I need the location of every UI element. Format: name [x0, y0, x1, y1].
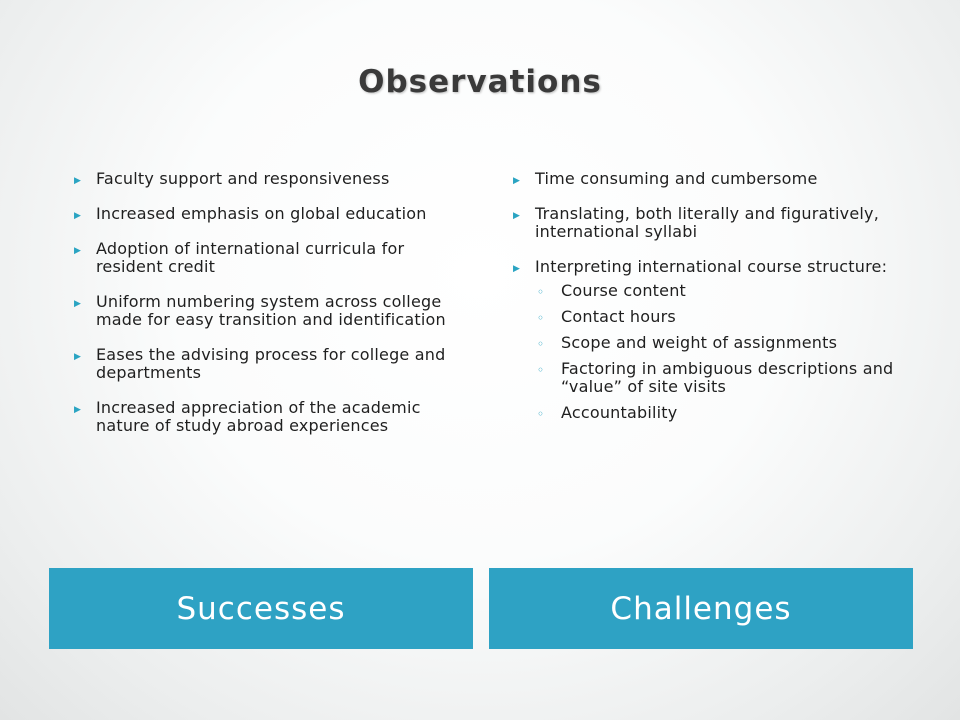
list-item-text: Adoption of international curricula for resident credit	[96, 239, 405, 276]
list-item-text: Increased emphasis on global education	[96, 204, 427, 223]
list-item-text: Interpreting international course structure:	[535, 257, 888, 276]
triangle-right-icon: ▶	[513, 176, 521, 186]
sub-list-item	[535, 308, 898, 326]
ring-icon: ◦	[537, 407, 545, 421]
list-item-text: Eases the advising process for college and departments	[96, 345, 446, 382]
sub-list-item	[535, 404, 898, 422]
list-item	[513, 170, 898, 188]
sub-list-item-text: Scope and weight of assignments	[561, 333, 838, 352]
triangle-right-icon: ▶	[74, 246, 82, 256]
triangle-right-icon: ▶	[74, 211, 82, 221]
successes-list-column	[74, 170, 464, 452]
triangle-right-icon: ▶	[74, 176, 82, 186]
list-item	[513, 258, 898, 422]
sub-list-item-text: Course content	[561, 281, 687, 300]
sub-list	[535, 282, 898, 422]
ring-icon: ◦	[537, 337, 545, 351]
challenges-list-column	[513, 170, 898, 439]
triangle-right-icon: ▶	[74, 299, 82, 309]
list-item	[513, 205, 898, 241]
sub-list-item-text: Accountability	[561, 403, 678, 422]
successes-header-box	[49, 568, 473, 649]
slide-title: Observations	[358, 64, 602, 100]
list-item	[74, 293, 464, 329]
list-item-text: Time consuming and cumbersome	[535, 169, 818, 188]
triangle-right-icon: ▶	[513, 211, 521, 221]
list-item	[74, 346, 464, 382]
triangle-right-icon: ▶	[513, 264, 521, 274]
list-item-text: Uniform numbering system across college made for easy transition and identification	[96, 292, 446, 329]
list-item-text: Increased appreciation of the academic nature of study abroad experiences	[96, 398, 421, 435]
sub-list-item	[535, 360, 898, 396]
challenges-header-box	[489, 568, 913, 649]
list-item	[74, 205, 464, 223]
list-item	[74, 399, 464, 435]
sub-list-item-text: Contact hours	[561, 307, 676, 326]
list-item	[74, 240, 464, 276]
ring-icon: ◦	[537, 285, 545, 299]
list-item-text: Faculty support and responsiveness	[96, 169, 390, 188]
sub-list-item	[535, 334, 898, 352]
list-item-text: Translating, both literally and figuratively, international syllabi	[535, 204, 879, 241]
list-item	[74, 170, 464, 188]
sub-list-item-text: Factoring in ambiguous descriptions and “value” of site visits	[561, 359, 894, 396]
ring-icon: ◦	[537, 311, 545, 325]
triangle-right-icon: ▶	[74, 352, 82, 362]
challenges-list	[513, 170, 898, 422]
sub-list-item	[535, 282, 898, 300]
challenges-label: Challenges	[610, 590, 792, 627]
triangle-right-icon: ▶	[74, 405, 82, 415]
ring-icon: ◦	[537, 363, 545, 377]
successes-label: Successes	[176, 590, 346, 627]
successes-list	[74, 170, 464, 435]
